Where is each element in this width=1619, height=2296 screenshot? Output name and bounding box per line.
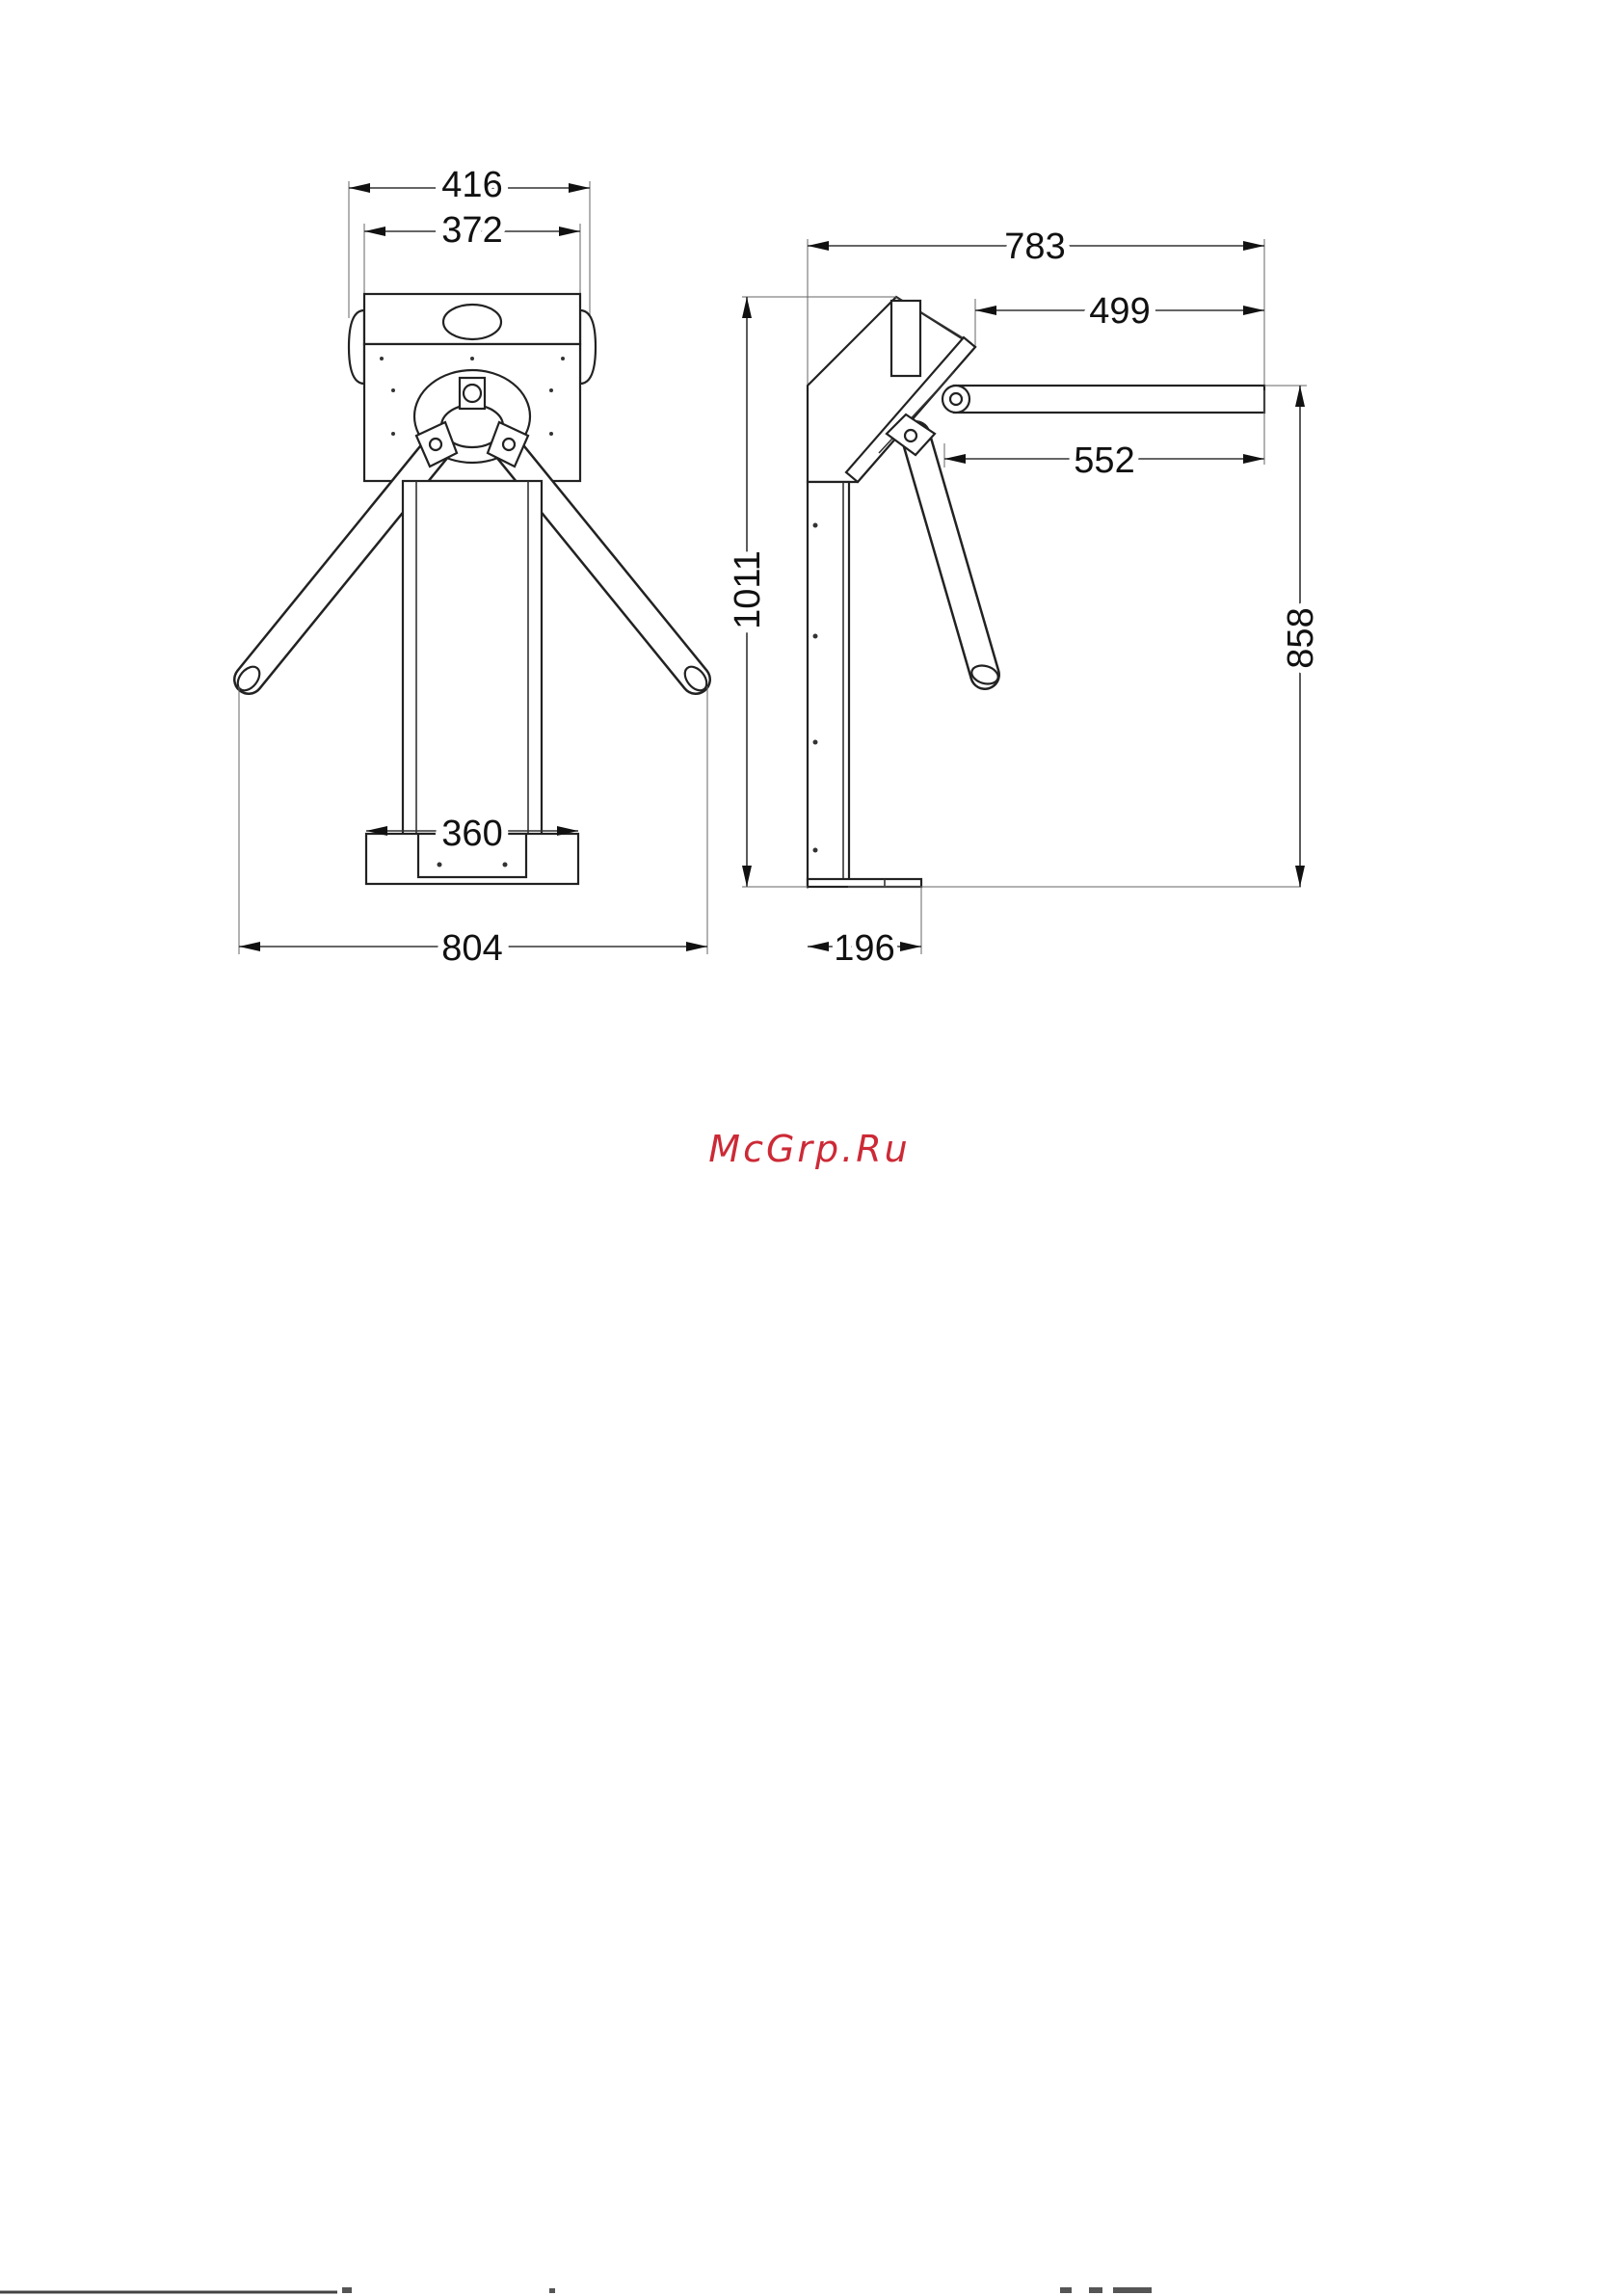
dim-804-label: 804 <box>441 928 503 969</box>
dim-416-label: 416 <box>441 165 503 205</box>
dim-196-label: 196 <box>834 928 895 969</box>
dim-783-label: 783 <box>1004 227 1066 267</box>
front-view <box>233 165 711 969</box>
bottom-edge-strip <box>0 2284 1619 2296</box>
dim-1011-label: 1011 <box>728 550 768 629</box>
dim-858-label: 858 <box>1281 607 1321 669</box>
turnstile-dimension-drawing <box>0 0 1619 1002</box>
side-view <box>728 227 1321 969</box>
dim-552-label: 552 <box>1074 441 1135 481</box>
dim-499-label: 499 <box>1089 291 1151 332</box>
dim-372-label: 372 <box>441 210 503 251</box>
dim-360-label: 360 <box>441 814 503 854</box>
watermark-text: McGrp.Ru <box>708 1128 911 1170</box>
